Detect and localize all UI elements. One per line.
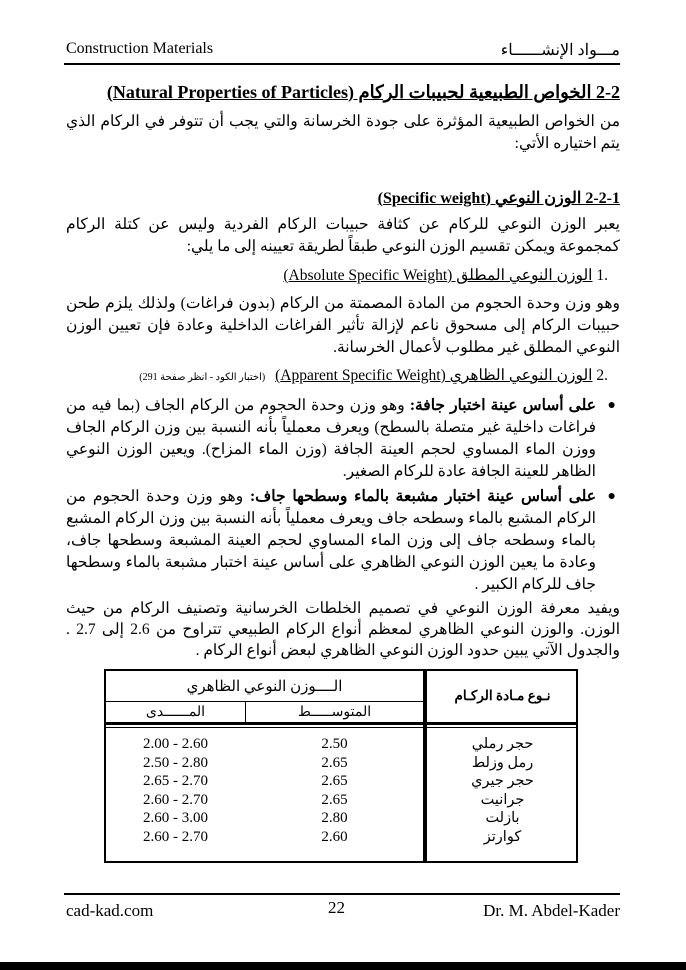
table-cell: 2.65 [321, 773, 348, 789]
bullet-text: وهو وزن وحدة الحجوم من الركام الجاف (بما فيه من فراغات داخلية غير متصلة بالسطح) ويعرف معملياً بأنه النسبة بين وزن الركام الجاف ووزن الماء المساوي لحجم العينة الجافة (وزن الماء المزاح). ويعين الوزن النوعي الظاهر للعينة الجافة عادة للركام الصغير. [66, 397, 596, 480]
bullet-icon: ● [607, 398, 616, 413]
table-cell: رمل وزلط [471, 754, 534, 771]
bottom-scan-bar [0, 962, 686, 970]
footer-rule [64, 893, 620, 895]
absolute-weight-paragraph: وهو وزن وحدة الحجوم من المادة المصمتة من الركام (بدون فراغات) ولذلك يلزم طحن حبيبات الركام إلى مسحوق ناعم لإزالة تأثير الفراغات الداخلية وعادة فإن تعيين الوزن النوعي المطلق غير مطلوب لأعمال الخرسانة. [66, 295, 620, 356]
table-cell: 2.60 [321, 828, 348, 845]
item-number: .1 [596, 267, 608, 284]
column-aggregate-type [427, 735, 578, 846]
table-cell: كوارتز [483, 828, 522, 845]
column-average [246, 735, 423, 846]
header-book-title: Construction Materials [66, 40, 214, 57]
table-cell: حجر رملي [471, 736, 534, 752]
header-arabic-title: مـــواد الإنشــــــاء [500, 42, 620, 59]
bullet-icon: ● [607, 489, 616, 504]
footer-website: cad-kad.com [66, 901, 154, 920]
table-cell: 2.80 [321, 810, 348, 826]
table-cell: 2.60 - 3.00 [143, 810, 208, 826]
specific-weight-table [104, 669, 578, 863]
table-line-header [106, 722, 578, 725]
table-cell: 2.60 - 2.70 [143, 828, 208, 845]
page-number: 22 [328, 898, 345, 917]
item-apparent-specific-weight [139, 366, 608, 385]
header-average: المتوســـــط [297, 705, 372, 720]
column-range [106, 735, 245, 846]
table-cell: 2.00 - 2.60 [143, 736, 208, 752]
section-title: 2-2 الخواص الطبيعية لحبيبات الركام (Natural Properties of Particles) [106, 82, 620, 102]
item-title: الوزن النوعي المطلق (Absolute Specific Weight) [283, 267, 593, 284]
bullet-lead: على أساس عينة اختبار مشبعة بالماء وسطحها جاف: [250, 488, 596, 505]
code-reference-note: (اختبار الكود - انظر صفحة 291) [139, 372, 266, 383]
subsection-title: 2-2-1 الوزن النوعي (Specific weight) [377, 190, 620, 207]
bullet-text: وهو وزن وحدة الحجوم من الركام المشبع بالماء وسطحه جاف ويعرف معملياً بأنه النسبة بين وزن الركام المشبع بالماء وسطحه جاف إلى وزن الماء المساوي لحجم العينة المشبعة وسطحها جاف، وعادة ما يعين الوزن النوعي الظاهري على أساس عينة اختبار مشبعة بالماء وسطحها جاف للركام الكبير . [66, 488, 596, 593]
table-cell: 2.65 [321, 754, 348, 771]
section-intro: من الخواص الطبيعية المؤثرة على جودة الخرسانة والتي يجب أن تتوفر في الركام الذي يتم اختياره الأتي: [66, 113, 620, 152]
footer-author: Dr. M. Abdel-Kader [483, 901, 620, 920]
table-cell: 2.60 - 2.70 [143, 791, 208, 808]
table-line-group [106, 701, 423, 702]
closing-paragraph: ويفيد معرفة الوزن النوعي في تصميم الخلطات الخرسانية وتصنيف الركام من حيث الوزن. والوزن النوعي الظاهري لمعظم أنواع الركام الطبيعي تتراوح من 2.6 إلى 2.7 . والجدول الآتي يبين حدود الوزن النوعي الظاهري لبعض أنواع الركام . [66, 600, 621, 659]
item-title: الوزن النوعي الظاهري (Apparent Specific Weight) [275, 367, 593, 384]
specific-weight-paragraph: يعبر الوزن النوعي للركام عن كثافة حبيبات الركام الفردية وليس عن كتلة الركام كمجموعة ويمكن تقسيم الوزن النوعي طبقاً لطريقة تعيينه إلى ما يلي: [66, 216, 620, 255]
header-aggregate-type: نـوع مـادة الركـام [454, 688, 551, 703]
table-cell: 2.65 - 2.70 [143, 773, 208, 789]
table-cell: بازلت [485, 810, 520, 826]
table-cell: 2.50 - 2.80 [143, 754, 208, 771]
table-cell: حجر جيري [471, 773, 534, 789]
table-cell: 2.65 [321, 791, 348, 808]
header-rule [64, 63, 620, 65]
item-number: .2 [596, 367, 608, 384]
table-cell: 2.50 [321, 736, 348, 752]
item-absolute-specific-weight [283, 266, 608, 285]
bullet-dry-sample [66, 395, 620, 483]
bullet-saturated-sample [66, 486, 620, 596]
table-cell: جرانيت [480, 791, 525, 808]
bullet-lead: على أساس عينة اختبار جافة: [409, 397, 596, 414]
table-line-header-double [106, 727, 578, 728]
header-apparent-weight: الــــوزن النوعي الظاهري [186, 679, 343, 695]
header-range: المــــــدى [145, 705, 206, 720]
